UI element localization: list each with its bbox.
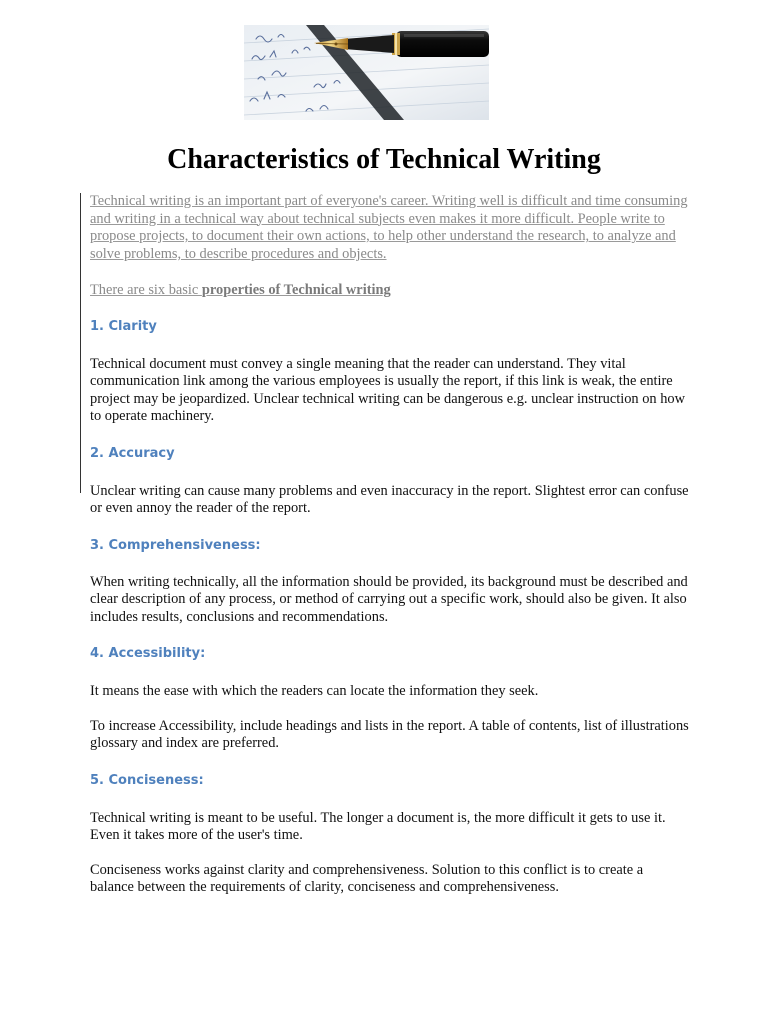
intro-margin-bar <box>80 193 81 493</box>
section-paragraph-accuracy: Unclear writing can cause many problems and even inaccuracy in the report. Slightest error can confuse or even annoy the reader of the report. <box>90 483 689 517</box>
section-heading-comprehensiveness: 3. Comprehensiveness: <box>90 538 261 553</box>
section-heading-clarity: 1. Clarity <box>90 319 157 334</box>
fountain-pen-image <box>244 25 489 120</box>
section-paragraph-clarity: Technical document must convey a single meaning that the reader can understand. They vital communication link among the various employees is usually the report, if this link is weak, the entire project may be jeopardized. Unclear technical writing can be dangerous e.g. unclear instruction on how to operate machinery. <box>90 356 685 425</box>
section-paragraph-conciseness-2: Conciseness works against clarity and comprehensiveness. Solution to this conflict is to create a balance between the requirements of clarity, conciseness and comprehensiveness. <box>90 862 644 896</box>
section-paragraph-accessibility-1: It means the ease with which the readers can locate the information they seek. <box>90 683 539 699</box>
section-paragraph-conciseness-1: Technical writing is meant to be useful. The longer a document is, the more difficult it gets to use it. Even it takes more of the user's time. <box>90 810 666 844</box>
section-heading-accuracy: 2. Accuracy <box>90 446 175 461</box>
six-properties-line <box>90 282 391 300</box>
document-title: Characteristics of Technical Writing <box>167 144 601 175</box>
six-properties-prefix: There are six basic <box>90 282 202 298</box>
section-paragraph-comprehensiveness: When writing technically, all the information should be provided, its background must be described and clear description of any process, or method of carrying out a specific work, should also be given. It also includes results, conclusions and recommendations. <box>90 574 688 625</box>
intro-paragraph: Technical writing is an important part of everyone's career. Writing well is difficult and time consuming and writing in a technical way about technical subjects even makes it more difficult. People write to propose projects, to document their own actions, to help other understand the research, to analyze and solve problems, to describe procedures and objects. <box>90 193 688 262</box>
section-paragraph-accessibility-2: To increase Accessibility, include headings and lists in the report. A table of contents, list of illustrations glossary and index are preferred. <box>90 718 689 752</box>
six-properties-bold: properties of Technical writing <box>201 282 391 298</box>
section-heading-conciseness: 5. Conciseness: <box>90 773 204 788</box>
section-heading-accessibility: 4. Accessibility: <box>90 646 206 661</box>
